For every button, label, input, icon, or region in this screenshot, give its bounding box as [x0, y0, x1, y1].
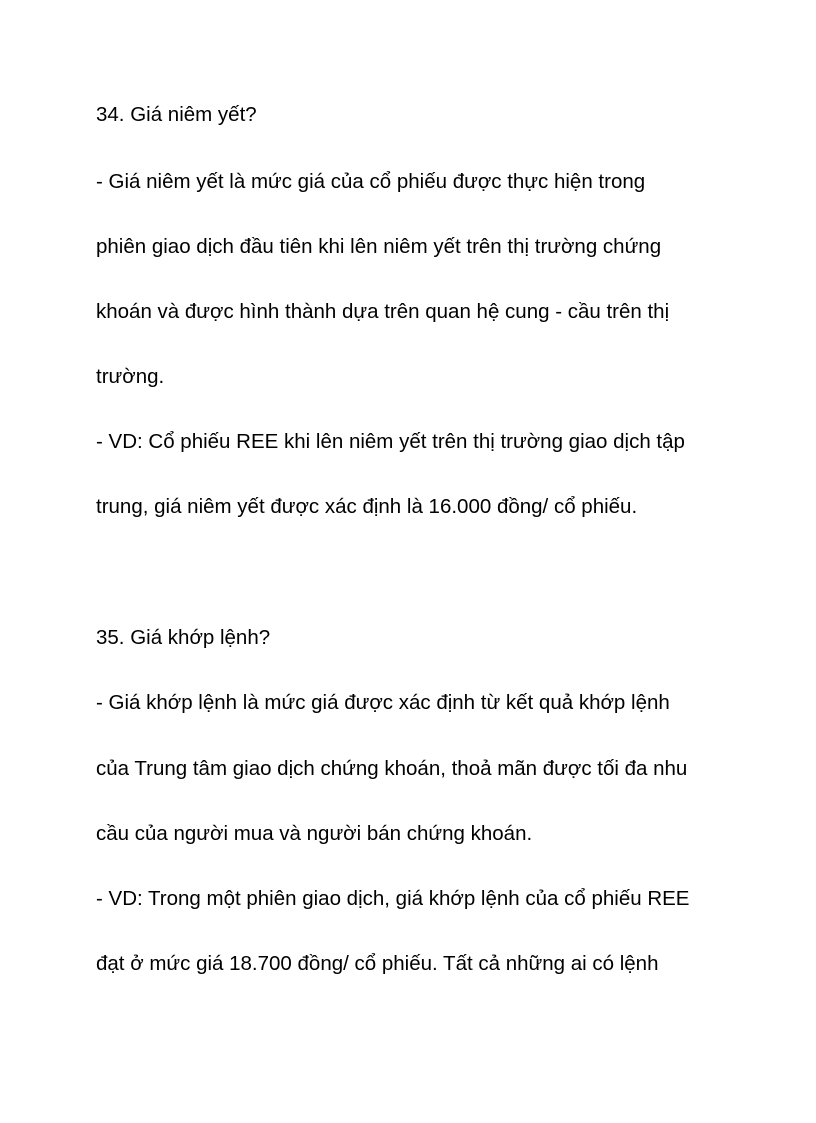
- section-heading: 35. Giá khớp lệnh?: [96, 626, 271, 649]
- section-heading: 34. Giá niêm yết?: [96, 103, 257, 126]
- paragraph-line: của Trung tâm giao dịch chứng khoán, thoả mãn được tối đa nhu: [96, 757, 688, 780]
- paragraph-line: đạt ở mức giá 18.700 đồng/ cổ phiếu. Tất cả những ai có lệnh: [96, 952, 659, 975]
- paragraph-line: - VD: Trong một phiên giao dịch, giá khớp lệnh của cổ phiếu REE: [96, 887, 690, 910]
- paragraph-line: - Giá niêm yết là mức giá của cổ phiếu được thực hiện trong: [96, 170, 646, 193]
- paragraph-line: - VD: Cổ phiếu REE khi lên niêm yết trên thị trường giao dịch tập: [96, 430, 685, 453]
- paragraph-line: khoán và được hình thành dựa trên quan hệ cung - cầu trên thị: [96, 300, 670, 323]
- paragraph-line: cầu của người mua và người bán chứng khoán.: [96, 822, 533, 845]
- paragraph-line: phiên giao dịch đầu tiên khi lên niêm yết trên thị trường chứng: [96, 235, 662, 258]
- paragraph-line: - Giá khớp lệnh là mức giá được xác định từ kết quả khớp lệnh: [96, 691, 670, 714]
- paragraph-line: trường.: [96, 365, 165, 388]
- paragraph-line: trung, giá niêm yết được xác định là 16.000 đồng/ cổ phiếu.: [96, 495, 638, 518]
